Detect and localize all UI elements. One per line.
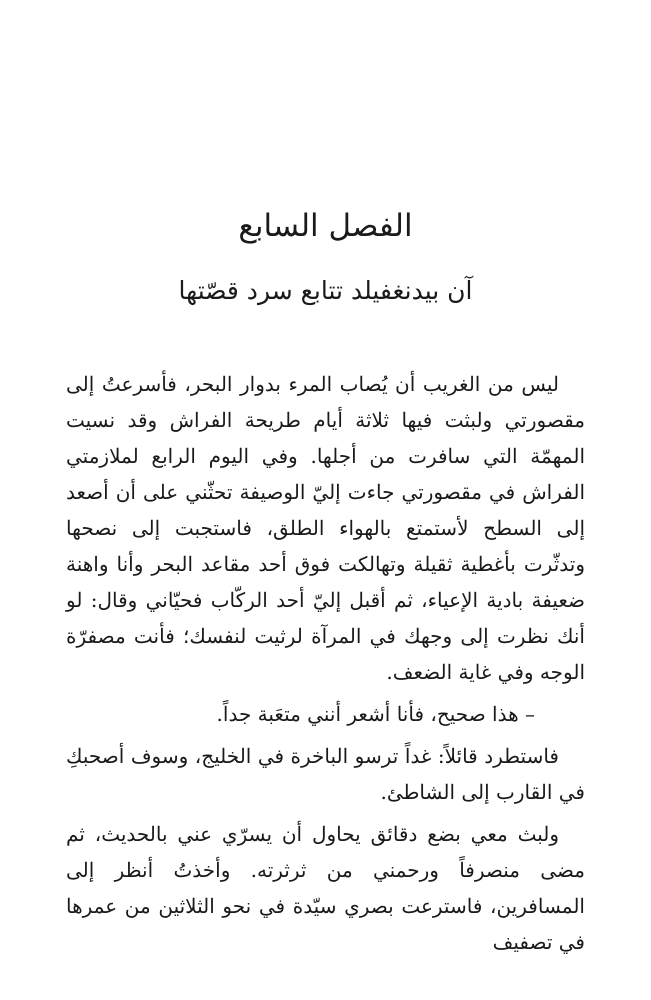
paragraph: ولبث معي بضع دقائق يحاول أن يسرّي عني بالحديث، ثم مضى منصرفاً ورحمني من ثرثرته. وأخذتُ أنظر إلى المسافرين، فاسترعت بصري سيّدة في نحو الثلاثين من عمرها في تصفيف xyxy=(66,822,585,954)
paragraph: فاستطرد قائلاً: غداً ترسو الباخرة في الخليج، وسوف أصحبكِ في القارب إلى الشاطئ. xyxy=(66,744,585,804)
chapter-subtitle: آن بيدنغفيلد تتابع سرد قصّتها xyxy=(178,276,473,305)
chapter-body xyxy=(66,366,585,966)
dialogue-paragraph: – هذا صحيح، فأنا أشعر أنني متعَبة جداً. xyxy=(216,702,535,726)
paragraph: ليس من الغريب أن يُصاب المرء بدوار البحر، فأسرعتُ إلى مقصورتي ولبثت فيها ثلاثة أيام طريحة الفراش وقد نسيت المهمّة التي سافرت من أجلها. وفي اليوم الرابع لملازمتي الفراش في مقصورتي جاءت إليّ الوصيفة تحثّني على أن أصعد إلى السطح لأستمتع بالهواء الطلق، فاستجبت إلى نصحها وتدثّرت بأغطية ثقيلة وتهالكت فوق أحد مقاعد البحر وأنا واهنة ضعيفة بادية الإعياء، ثم أقبل إليّ أحد الركّاب فحيّاني وقال: لو أنك نظرت إلى وجهك في المرآة لرثيت لنفسك؛ فأنت مصفرّة الوجه وفي غاية الضعف. xyxy=(66,372,585,684)
chapter-title: الفصل السابع xyxy=(238,208,413,244)
